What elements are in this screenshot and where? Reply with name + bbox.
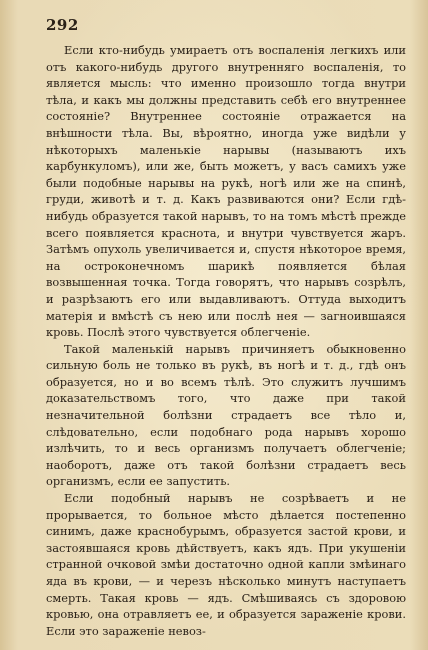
body-text bbox=[46, 42, 406, 639]
paragraph: Такой маленькій нарывъ причиняетъ обыкновенно сильную боль не только въ рукѣ, въ ногѣ и т. д., гдѣ онъ образуется, но и во всемъ тѣлѣ. Это служитъ лучшимъ доказательствомъ того, что даже при такой незначительной болѣзни страдаетъ все тѣло и, слѣдовательно, если подобнаго рода нарывъ хорошо излѣчить, то и весь организмъ получаетъ облегченіе; наоборотъ, даже отъ такой болѣзни страдаетъ весь организмъ, если ее запустить. bbox=[46, 341, 406, 489]
paragraph: Если кто-нибудь умираетъ отъ воспаленія легкихъ или отъ какого-нибудь другого внутренняго воспаленія, то является мысль: что именно произошло тогда внутри тѣла, и какъ мы должны представить себѣ его внутреннее состояніе? Внутреннее состояніе отражается на внѣшности тѣла. Вы, вѣроятно, иногда уже видѣли у нѣкоторыхъ маленькіе нарывы (называютъ ихъ карбункуломъ), или же, быть можетъ, у васъ самихъ уже были подобные нарывы на рукѣ, ногѣ или же на спинѣ, груди, животѣ и т. д. Какъ развиваются они? Если гдѣ-нибудь образуется такой нарывъ, то на томъ мѣстѣ прежде всего появляется краснота, и внутри чувствуется жаръ. Затѣмъ опухоль увеличивается и, спустя нѣкоторое время, на остроконечномъ шарикѣ появляется бѣлая возвышенная точка. Тогда говорятъ, что нарывъ созрѣлъ, и разрѣзаютъ его или выдавливаютъ. Оттуда выходитъ матерія и вмѣстѣ съ нею или послѣ нея — загноившаяся кровь. Послѣ этого чувствуется облегченіе. bbox=[46, 43, 406, 340]
paragraph: Если подобный нарывъ не созрѣваетъ и не прорывается, то больное мѣсто дѣлается постепенно синимъ, даже краснобурымъ, образуется застой крови, и застоявшаяся кровь дѣйствуетъ, какъ ядъ. При укушеніи странной очковой змѣи достаточно одной капли змѣинаго яда въ крови, — и черезъ нѣсколько минутъ наступаетъ смерть. Такая кровь — ядъ. Смѣшиваясь съ здоровою кровью, она отравляетъ ее, и образуется зараженіе крови. Если это зараженіе невоз- bbox=[46, 491, 406, 638]
page-number: 292 bbox=[46, 16, 79, 34]
